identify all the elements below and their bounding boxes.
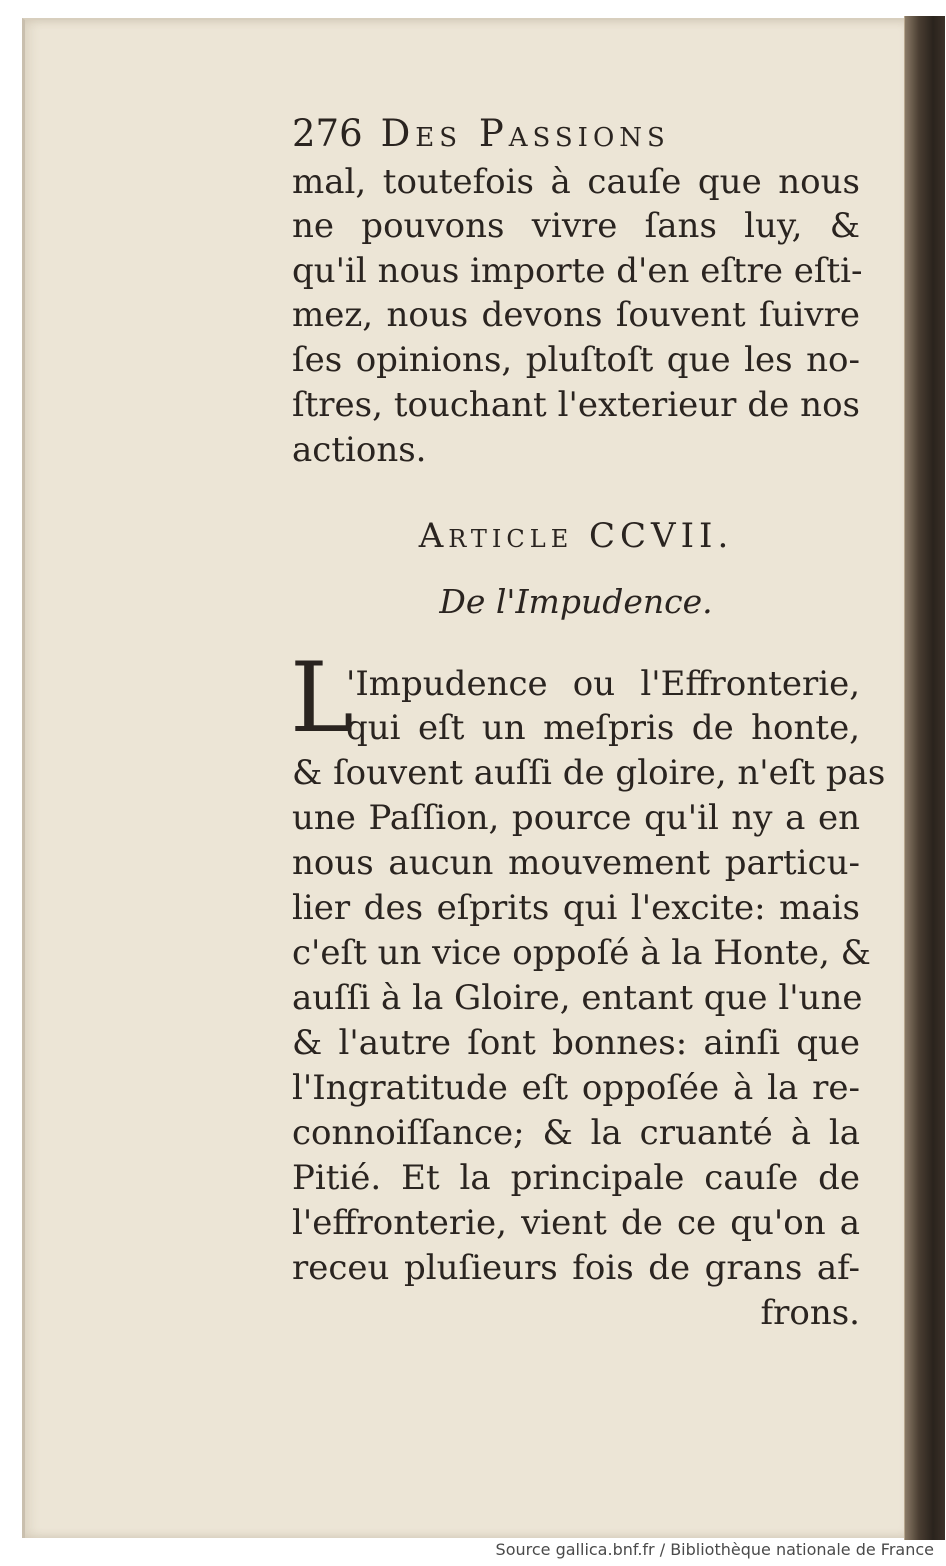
text-line: l'effronterie, vient de ce qu'on a: [292, 1203, 860, 1243]
book-binding: [904, 16, 945, 1540]
article-heading: Article CCVII.: [418, 516, 734, 556]
text-line: connoiſſance; & la cruanté à la: [292, 1113, 860, 1153]
catchword: frons.: [760, 1293, 860, 1333]
text-line: receu pluſieurs fois de grans af-: [292, 1248, 860, 1288]
text-line: mal, toutefois à cauſe que nous: [292, 162, 860, 202]
source-footer: Source gallica.bnf.fr / Bibliothèque nationale de France: [495, 1540, 934, 1559]
text-line: lier des eſprits qui l'excite: mais: [292, 888, 860, 928]
text-line: nous aucun mouvement particu-: [292, 843, 860, 883]
text-line: une Paſſion, pource qu'il ny a en: [292, 798, 860, 838]
page-number: 276: [292, 112, 363, 155]
text-line: actions.: [292, 430, 427, 470]
text-line: c'eſt un vice oppoſé à la Honte, &: [292, 933, 871, 973]
text-line: l'Ingratitude eſt oppoſée à la re-: [292, 1068, 860, 1108]
text-line: Pitié. Et la principale cauſe de: [292, 1158, 860, 1198]
running-head: [292, 112, 812, 155]
text-line: & ſouvent auſſi de gloire, n'eſt pas: [292, 753, 886, 793]
text-line: & l'autre ſont bonnes: ainſi que: [292, 1023, 860, 1063]
text-line: mez, nous devons ſouvent ſuivre: [292, 295, 860, 335]
text-line: qu'il nous importe d'en eſtre eſti-: [292, 251, 863, 291]
text-line: ne pouvons vivre ſans luy, &: [292, 206, 860, 246]
drop-cap: L: [290, 642, 354, 754]
text-line: auſſi à la Gloire, entant que l'une: [292, 978, 863, 1018]
running-title: Des Passions: [380, 112, 670, 155]
text-line: 'Impudence ou l'Effronterie,: [346, 664, 860, 704]
text-line: qui eſt un meſpris de honte,: [346, 708, 860, 748]
text-line: ſes opinions, pluſtoſt que les no-: [292, 340, 860, 380]
article-subtitle: De l'Impudence.: [439, 582, 713, 621]
text-line: ſtres, touchant l'exterieur de nos: [292, 385, 860, 425]
